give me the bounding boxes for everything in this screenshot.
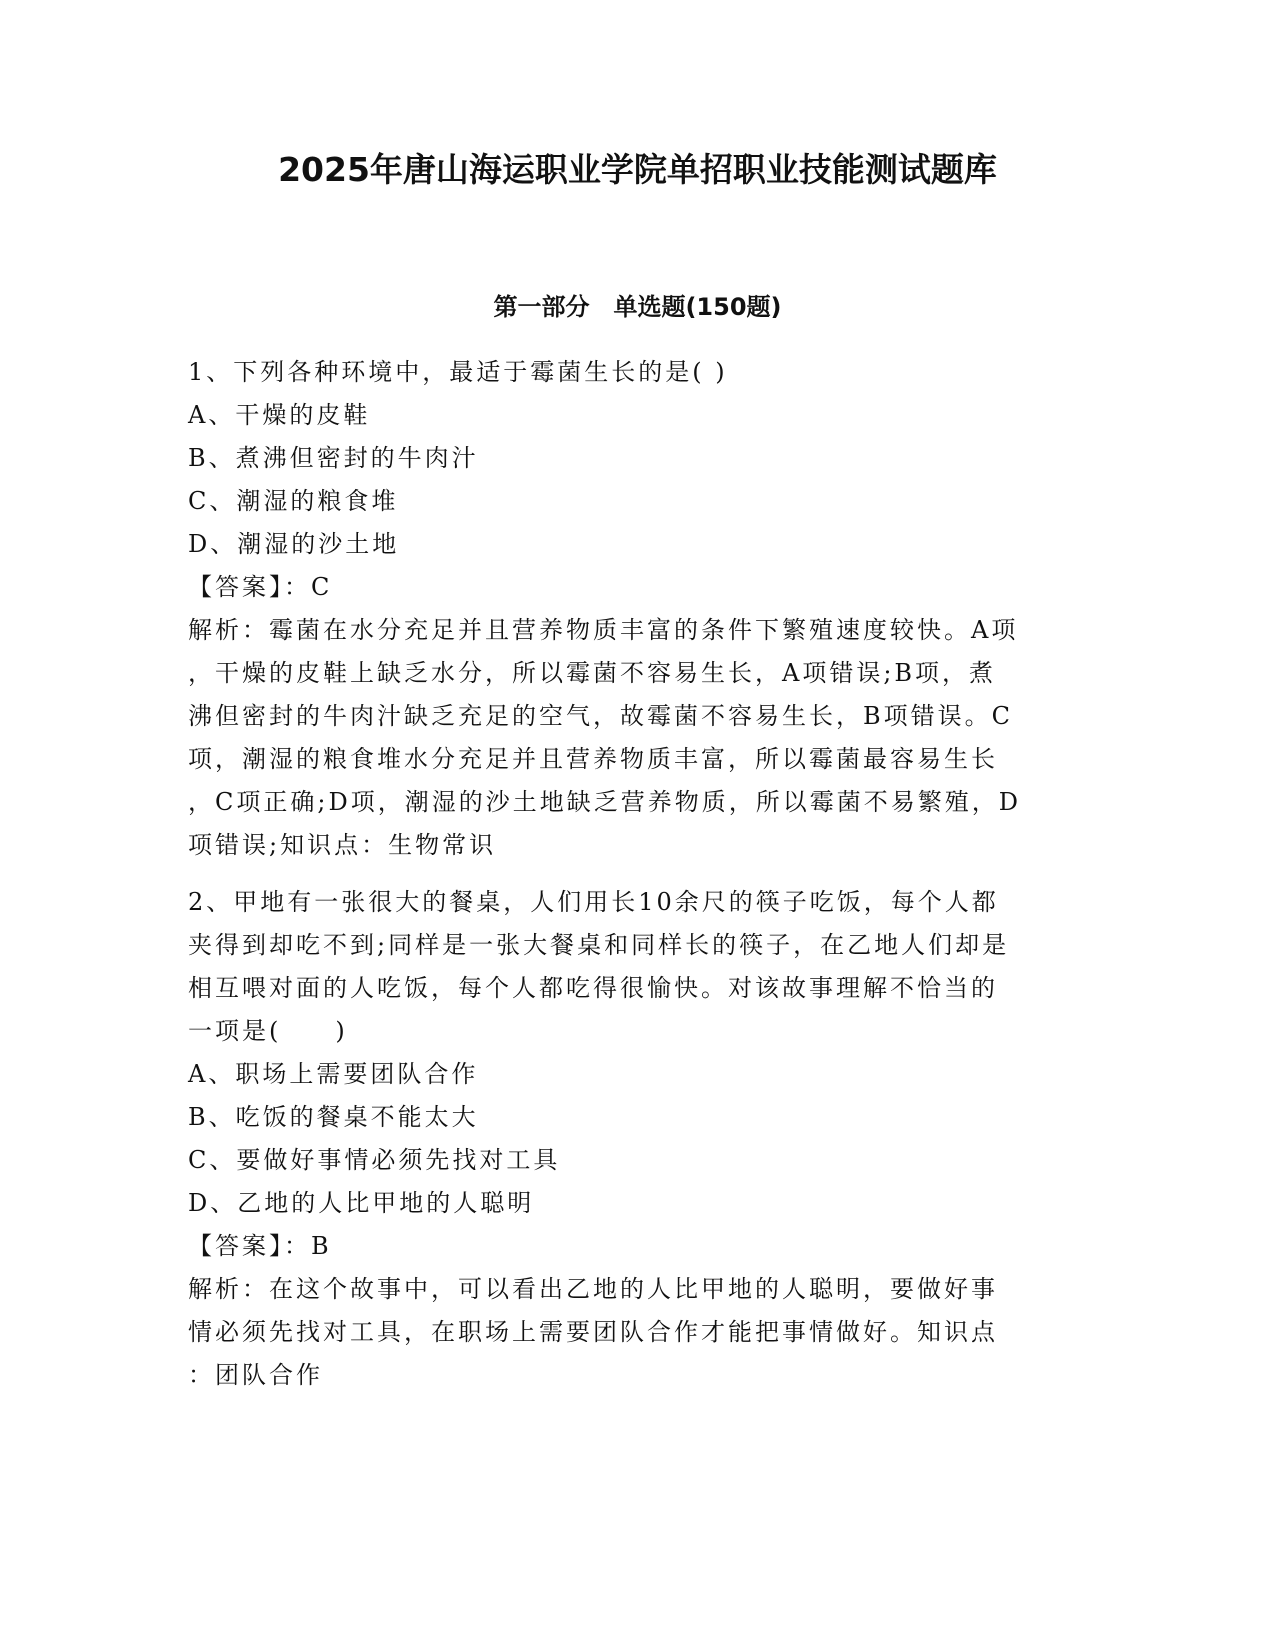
option-a: A、干燥的皮鞋 [188, 401, 371, 429]
question-list [188, 351, 1088, 1397]
question-stem: 夹得到却吃不到;同样是一张大餐桌和同样长的筷子，在乙地人们却是 [188, 931, 1010, 959]
question-block [188, 881, 1088, 1397]
question-stem: 2、甲地有一张很大的餐桌，人们用长10余尺的筷子吃饭，每个人都 [188, 888, 999, 916]
option-c: C、潮湿的粮食堆 [188, 487, 399, 515]
question-stem: 一项是( ) [188, 1017, 348, 1045]
analysis-line: 项错误;知识点：生物常识 [188, 831, 497, 859]
analysis-line: ，C项正确;D项，潮湿的沙土地缺乏营养物质，所以霉菌不易繁殖，D [188, 788, 1021, 816]
answer-line: 【答案】：B [188, 1232, 332, 1260]
option-d: D、潮湿的沙土地 [188, 530, 400, 558]
section-heading: 第一部分 单选题(150题) [493, 293, 782, 321]
question-stem: 相互喂对面的人吃饭，每个人都吃得很愉快。对该故事理解不恰当的 [188, 974, 998, 1002]
option-c: C、要做好事情必须先找对工具 [188, 1146, 561, 1174]
option-a: A、职场上需要团队合作 [188, 1060, 479, 1088]
option-b: B、吃饭的餐桌不能太大 [188, 1103, 479, 1131]
analysis-line: 情必须先找对工具，在职场上需要团队合作才能把事情做好。知识点 [188, 1318, 998, 1346]
answer-line: 【答案】：C [188, 573, 333, 601]
option-b: B、煮沸但密封的牛肉汁 [188, 444, 479, 472]
analysis-line: 项，潮湿的粮食堆水分充足并且营养物质丰富，所以霉菌最容易生长 [188, 745, 998, 773]
analysis-line: 沸但密封的牛肉汁缺乏充足的空气，故霉菌不容易生长，B项错误。C [188, 702, 1013, 730]
question-stem: 1、下列各种环境中，最适于霉菌生长的是( ) [188, 358, 728, 386]
question-spacer [188, 867, 1088, 881]
option-d: D、乙地的人比甲地的人聪明 [188, 1189, 535, 1217]
question-block [188, 351, 1088, 867]
analysis-line: 解析：霉菌在水分充足并且营养物质丰富的条件下繁殖速度较快。A项 [188, 616, 1019, 644]
analysis-line: ：团队合作 [188, 1361, 323, 1389]
document-title: 2025年唐山海运职业学院单招职业技能测试题库 [278, 150, 997, 189]
analysis-line: ，干燥的皮鞋上缺乏水分，所以霉菌不容易生长，A项错误;B项，煮 [188, 659, 997, 687]
analysis-line: 解析：在这个故事中，可以看出乙地的人比甲地的人聪明，要做好事 [188, 1275, 998, 1303]
